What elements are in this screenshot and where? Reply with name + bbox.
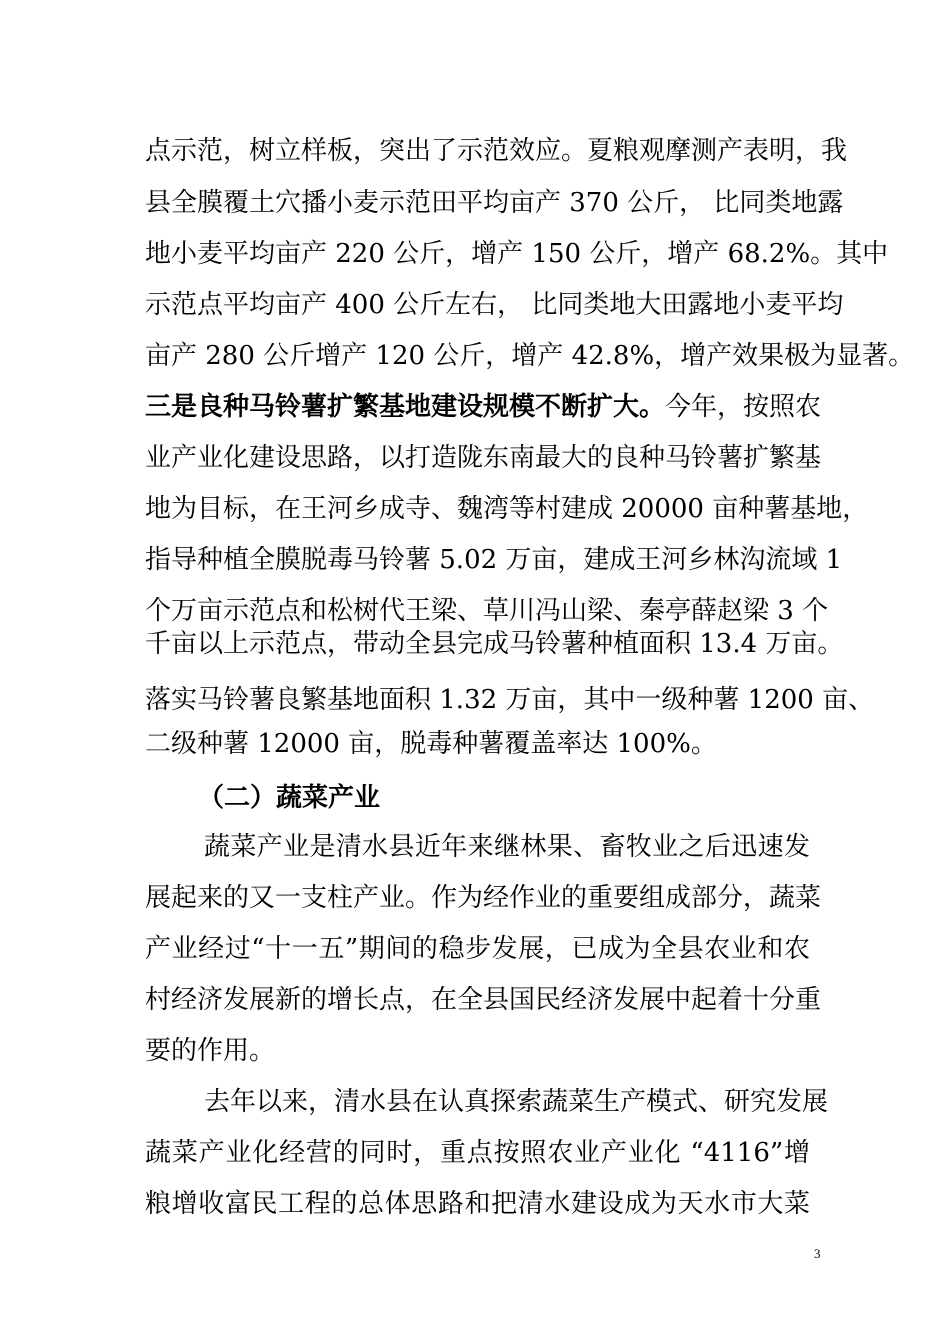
text-line: 村经济发展新的增长点，在全县国民经济发展中起着十分重 (145, 985, 822, 1015)
text-line: 展起来的又一支柱产业。作为经作业的重要组成部分，蔬菜 (145, 883, 822, 913)
text-line: 蔬菜产业化经营的同时，重点按照农业产业化 “4116”增 (145, 1138, 810, 1168)
text-line: 地小麦平均亩产 220 公斤，增产 150 公斤，增产 68.2%。其中 (145, 239, 889, 269)
text-line: 点示范，树立样板，突出了示范效应。夏粮观摩测产表明，我 (145, 136, 848, 166)
text-line: 县全膜覆土穴播小麦示范田平均亩产 370 公斤， 比同类地露 (145, 188, 844, 218)
text-line: 去年以来，清水县在认真探索蔬菜生产模式、研究发展 (204, 1087, 829, 1117)
text-line: 指导种植全膜脱毒马铃薯 5.02 万亩，建成王河乡林沟流域 1 (145, 545, 843, 575)
text-line: 蔬菜产业是清水县近年来继林果、畜牧业之后迅速发 (204, 832, 810, 862)
text-line: 要的作用。 (145, 1036, 276, 1066)
text-line: 千亩以上示范点，带动全县完成马铃薯种植面积 13.4 万亩。 (145, 629, 844, 659)
text-line: 二级种薯 12000 亩，脱毒种薯覆盖率达 100%。 (145, 729, 717, 759)
text-line: 亩产 280 公斤增产 120 公斤，增产 42.8%，增产效果极为显著。 (145, 341, 915, 371)
text-line: 产业经过“十一五”期间的稳步发展，已成为全县农业和农 (145, 934, 810, 964)
text-line: 粮增收富民工程的总体思路和把清水建设成为天水市大菜 (145, 1189, 810, 1219)
text-line: 地为目标，在王河乡成寺、魏湾等村建成 20000 亩种薯基地， (145, 494, 869, 524)
text-line: 个万亩示范点和松树代王梁、草川冯山梁、秦亭薛赵梁 3 个 (145, 596, 829, 626)
text-line: 业产业化建设思路，以打造陇东南最大的良种马铃薯扩繁基 (145, 443, 822, 473)
section-heading: （二）蔬菜产业 (198, 783, 381, 813)
text-line (145, 387, 822, 427)
text-line: 落实马铃薯良繁基地面积 1.32 万亩，其中一级种薯 1200 亩、 (145, 685, 875, 715)
page-number: 3 (814, 1246, 821, 1261)
lead-rest-text: 今年，按照农 (665, 392, 822, 422)
bold-lead-text: 三是良种马铃薯扩繁基地建设规模不断扩大。 (145, 392, 666, 422)
text-line: 示范点平均亩产 400 公斤左右， 比同类地大田露地小麦平均 (145, 290, 844, 320)
